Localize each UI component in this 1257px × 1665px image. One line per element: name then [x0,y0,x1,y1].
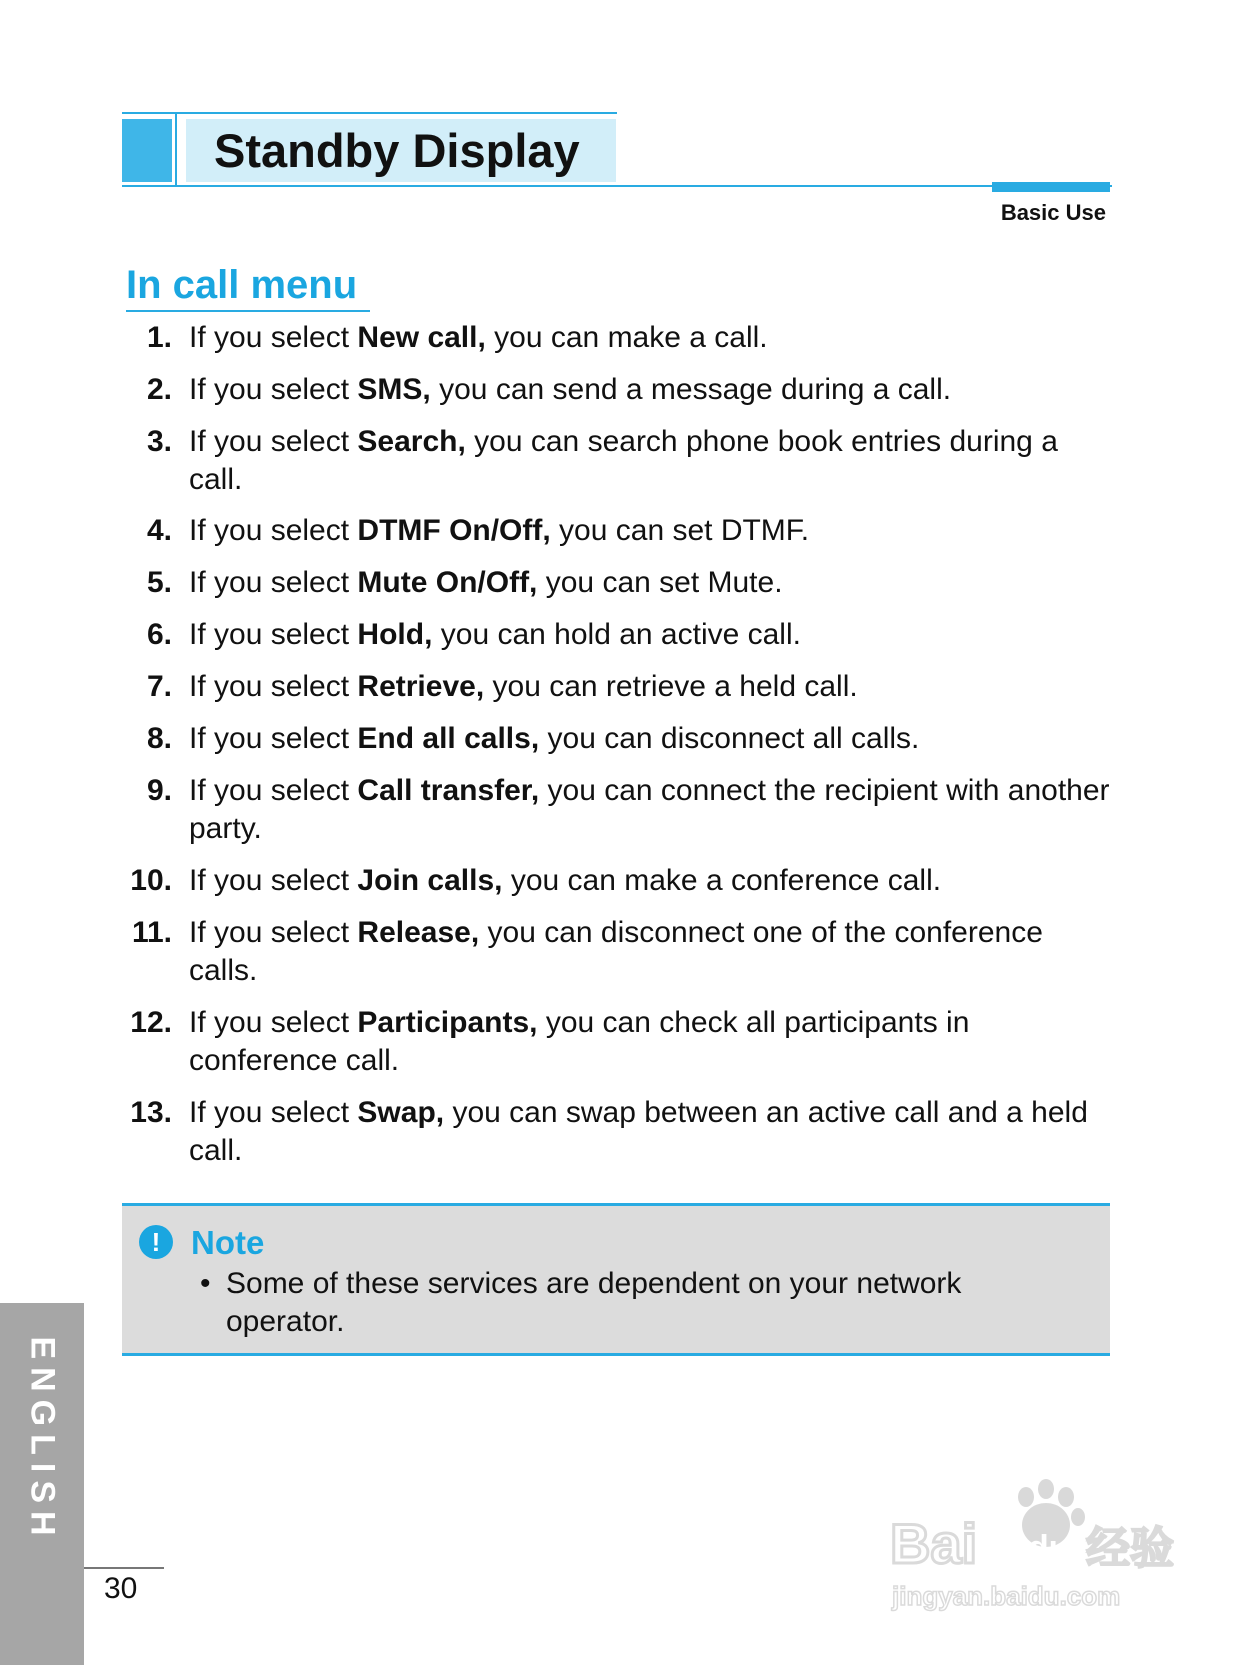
section-heading: In call menu [126,263,358,307]
item-text: If you select Join calls, you can make a conference call. [189,864,942,897]
item-text: If you select Release, you can disconnect one of the conference calls. [189,916,1043,987]
item-number: 1. [146,321,172,354]
item-number: 2. [146,373,172,406]
item-number: 4. [146,514,172,547]
bullet-icon: • [200,1267,211,1300]
item-text: If you select Call transfer, you can connect the recipient with another party. [189,774,1110,845]
item-text: If you select End all calls, you can disconnect all calls. [189,722,920,755]
watermark-cn: 经验 [1086,1523,1174,1574]
item-text: If you select Hold, you can hold an active call. [189,618,801,651]
header-accent-block [122,119,172,182]
header-accent-bar [992,182,1110,192]
exclamation-icon: ! [139,1225,173,1259]
item-text: If you select Search, you can search phone book entries during a call. [189,425,1058,496]
item-text: If you select Swap, you can swap between an active call and a held call. [189,1096,1088,1167]
item-text: If you select Mute On/Off, you can set Mute. [189,566,783,599]
item-number: 10. [130,864,172,897]
item-text: If you select Participants, you can check all participants in conference call. [189,1006,970,1077]
item-text: If you select SMS, you can send a message during a call. [189,373,952,406]
section-heading-underline [126,310,370,312]
header-separator [175,113,177,185]
item-text: If you select DTMF On/Off, you can set DTMF. [189,514,810,547]
item-number: 3. [146,425,172,458]
page-number: 30 [104,1572,138,1605]
header-bottom-rule [122,185,1112,187]
watermark-brand: Bai [890,1512,978,1575]
note-text: Some of these services are dependent on your network operator. [226,1267,962,1338]
item-number: 12. [130,1006,172,1039]
page-number-rule [84,1567,164,1569]
item-number: 7. [146,670,172,703]
baidu-watermark [888,1475,1188,1615]
item-text: If you select New call, you can make a call. [189,321,768,354]
item-text: If you select Retrieve, you can retrieve a held call. [189,670,858,703]
item-number: 5. [146,566,172,599]
watermark-url: jingyan.baidu.com [892,1581,1121,1611]
language-tab-label: ENGLISH [23,1336,62,1544]
page-title: Standby Display [214,124,580,177]
header-top-rule [122,112,617,114]
item-number: 13. [130,1096,172,1129]
item-number: 6. [146,618,172,651]
watermark-brand-paw: du [1028,1529,1070,1567]
item-number: 8. [146,722,172,755]
section-label: Basic Use [1000,200,1106,225]
note-title: Note [191,1224,265,1261]
item-number: 11. [131,916,172,949]
item-number: 9. [146,774,172,807]
